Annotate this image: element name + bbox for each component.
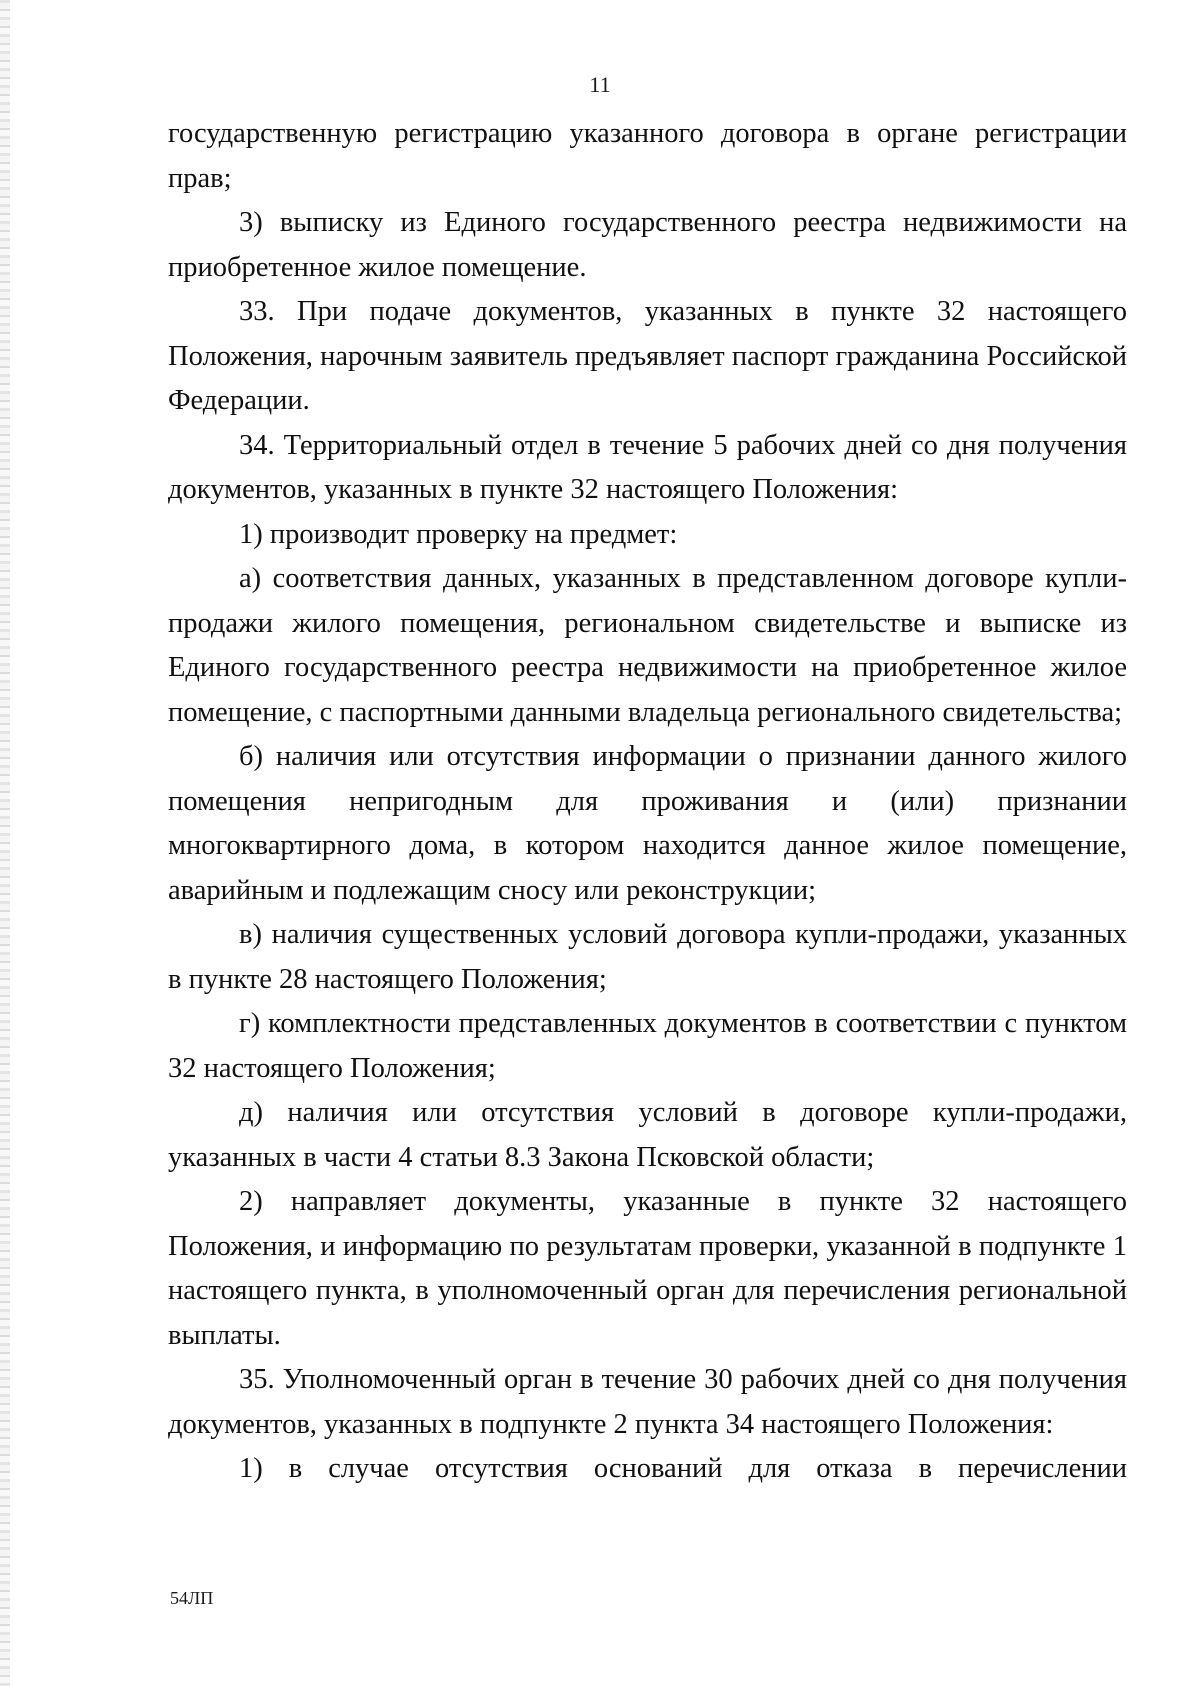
paragraph: а) соответствия данных, указанных в представленном договоре купли-продажи жилого помещения, региональном свидетельстве и выписке из Единого государственного реестра недвижимости на приобретенное жилое помещение, с паспортными данными владельца регионального свидетельства; bbox=[168, 563, 1127, 728]
paragraph: 1) производит проверку на предмет: bbox=[239, 518, 678, 550]
paragraph: 2) направляет документы, указанные в пункте 32 настоящего Положения, и информацию по результатам проверки, указанной в подпункте 1 настоящего пункта, в уполномоченный орган для перечисления региональной выплаты. bbox=[168, 1186, 1127, 1351]
document-body bbox=[168, 112, 1127, 1492]
paragraph: 33. При подаче документов, указанных в пункте 32 настоящего Положения, нарочным заявитель предъявляет паспорт гражданина Российской Федерации. bbox=[168, 296, 1127, 416]
paragraph: б) наличия или отсутствия информации о признании данного жилого помещения непригодным для проживания и (или) признании многоквартирного дома, в котором находится данное жилое помещение, аварийным и подлежащим сносу или реконструкции; bbox=[168, 741, 1127, 906]
paragraph: в) наличия существенных условий договора купли-продажи, указанных в пункте 28 настоящего Положения; bbox=[168, 919, 1127, 995]
document-code: 54ЛП bbox=[170, 1588, 214, 1608]
paragraph: государственную регистрацию указанного договора в органе регистрации прав; bbox=[168, 118, 1127, 194]
paragraph: 35. Уполномоченный орган в течение 30 рабочих дней со дня получения документов, указанных в подпункте 2 пункта 34 настоящего Положения: bbox=[168, 1364, 1127, 1440]
paragraph: г) комплектности представленных документов в соответствии с пунктом 32 настоящего Положения; bbox=[168, 1008, 1127, 1084]
paragraph: 34. Территориальный отдел в течение 5 рабочих дней со дня получения документов, указанных в пункте 32 настоящего Положения: bbox=[168, 429, 1127, 505]
paragraph: 1) в случае отсутствия оснований для отказа в перечислении bbox=[239, 1453, 1127, 1484]
scan-edge bbox=[0, 0, 10, 1686]
paragraph: д) наличия или отсутствия условий в договоре купли-продажи, указанных в части 4 статьи 8.3 Закона Псковской области; bbox=[168, 1097, 1127, 1173]
paragraph: 3) выписку из Единого государственного реестра недвижимости на приобретенное жилое помещение. bbox=[168, 207, 1127, 283]
page-number: 11 bbox=[589, 72, 611, 97]
